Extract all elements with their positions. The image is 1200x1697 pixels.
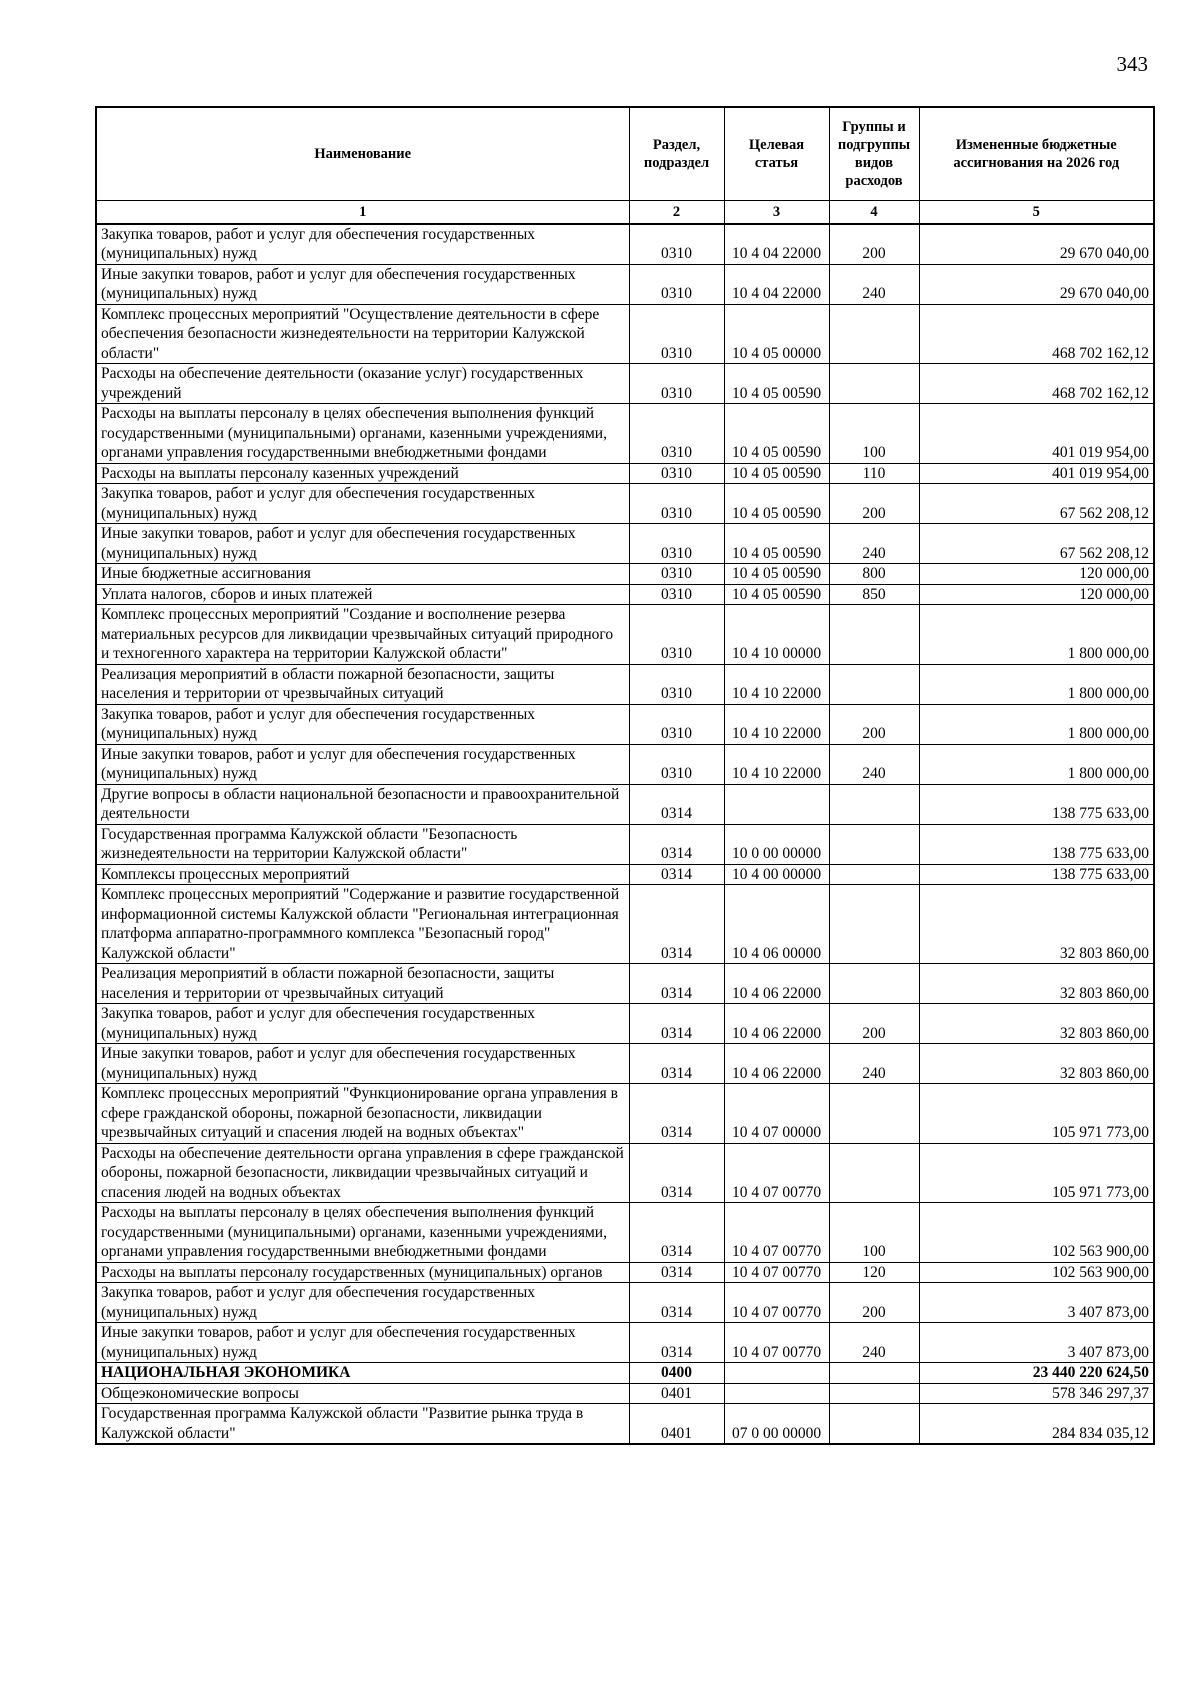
- row-group: 100: [829, 1203, 919, 1263]
- row-group: 200: [829, 1283, 919, 1323]
- row-article: 10 4 10 00000: [724, 605, 829, 665]
- row-amount: 401 019 954,00: [919, 463, 1154, 484]
- row-section: 0310: [629, 524, 724, 564]
- row-name: Государственная программа Калужской области "Развитие рынка труда в Калужской области": [96, 1404, 629, 1445]
- row-name: Комплекс процессных мероприятий "Осуществление деятельности в сфере обеспечения безопасности жизнедеятельности на территории Калужской области": [96, 304, 629, 364]
- row-group: [829, 664, 919, 704]
- row-group: [829, 364, 919, 404]
- row-name: Общеэкономические вопросы: [96, 1383, 629, 1404]
- row-name: Расходы на обеспечение деятельности органа управления в сфере гражданской обороны, пожарной безопасности, ликвидации чрезвычайных ситуаций и спасения людей на водных объектах: [96, 1143, 629, 1203]
- row-amount: 102 563 900,00: [919, 1262, 1154, 1283]
- row-group: 240: [829, 1323, 919, 1363]
- row-article: 10 4 06 00000: [724, 885, 829, 964]
- row-article: 10 4 05 00590: [724, 564, 829, 585]
- row-group: [829, 885, 919, 964]
- row-name: Комплекс процессных мероприятий "Функционирование органа управления в сфере гражданской обороны, пожарной безопасности, ликвидации чрезвычайных ситуаций и спасения людей на водных объектах": [96, 1084, 629, 1144]
- row-group: [829, 605, 919, 665]
- table-row: [96, 1203, 1154, 1263]
- table-row: [96, 1004, 1154, 1044]
- table-row: [96, 524, 1154, 564]
- row-name: Расходы на выплаты персоналу казенных учреждений: [96, 463, 629, 484]
- row-group: [829, 1383, 919, 1404]
- row-name: Уплата налогов, сборов и иных платежей: [96, 584, 629, 605]
- table-row: [96, 364, 1154, 404]
- table-row: [96, 784, 1154, 824]
- row-section: 0314: [629, 1143, 724, 1203]
- header-group: Группы и подгруппы видов расходов: [829, 107, 919, 200]
- row-article: 10 4 04 22000: [724, 224, 829, 265]
- row-section: 0314: [629, 1203, 724, 1263]
- row-article: 10 4 07 00770: [724, 1203, 829, 1263]
- row-group: 240: [829, 1044, 919, 1084]
- row-group: [829, 964, 919, 1004]
- row-group: 240: [829, 264, 919, 304]
- row-article: 10 4 05 00590: [724, 484, 829, 524]
- row-amount: 32 803 860,00: [919, 1044, 1154, 1084]
- row-group: 200: [829, 704, 919, 744]
- row-article: 10 4 07 00770: [724, 1323, 829, 1363]
- row-article: 10 4 05 00590: [724, 524, 829, 564]
- row-group: 200: [829, 224, 919, 265]
- table-row: [96, 484, 1154, 524]
- table-row: [96, 1084, 1154, 1144]
- row-article: 10 4 07 00770: [724, 1283, 829, 1323]
- row-article: [724, 1383, 829, 1404]
- row-group: 200: [829, 484, 919, 524]
- table-row: [96, 744, 1154, 784]
- table-row: [96, 304, 1154, 364]
- table-row: [96, 404, 1154, 464]
- row-name: Иные закупки товаров, работ и услуг для обеспечения государственных (муниципальных) нужд: [96, 524, 629, 564]
- row-amount: 284 834 035,12: [919, 1404, 1154, 1445]
- row-name: Комплексы процессных мероприятий: [96, 864, 629, 885]
- row-section: 0314: [629, 1262, 724, 1283]
- row-amount: 468 702 162,12: [919, 364, 1154, 404]
- table-header: [96, 107, 1154, 224]
- row-section: 0310: [629, 584, 724, 605]
- row-name: Реализация мероприятий в области пожарной безопасности, защиты населения и территории от чрезвычайных ситуаций: [96, 664, 629, 704]
- table-row: [96, 664, 1154, 704]
- row-group: [829, 1084, 919, 1144]
- column-number: 3: [724, 200, 829, 224]
- table-row: [96, 224, 1154, 265]
- row-article: 10 4 04 22000: [724, 264, 829, 304]
- row-amount: 120 000,00: [919, 584, 1154, 605]
- table-row: [96, 885, 1154, 964]
- column-number: 4: [829, 200, 919, 224]
- row-group: 850: [829, 584, 919, 605]
- row-amount: 67 562 208,12: [919, 524, 1154, 564]
- row-amount: 67 562 208,12: [919, 484, 1154, 524]
- row-article: 10 4 07 00770: [724, 1262, 829, 1283]
- table-row: [96, 1262, 1154, 1283]
- row-amount: 29 670 040,00: [919, 224, 1154, 265]
- row-amount: 29 670 040,00: [919, 264, 1154, 304]
- header-name: Наименование: [96, 107, 629, 200]
- page-number: 343: [1116, 52, 1148, 76]
- row-name: Иные закупки товаров, работ и услуг для обеспечения государственных (муниципальных) нужд: [96, 1044, 629, 1084]
- row-article: 07 0 00 00000: [724, 1404, 829, 1445]
- row-amount: 401 019 954,00: [919, 404, 1154, 464]
- row-section: 0401: [629, 1383, 724, 1404]
- column-number: 2: [629, 200, 724, 224]
- row-group: [829, 864, 919, 885]
- row-amount: 1 800 000,00: [919, 744, 1154, 784]
- row-article: 10 4 06 22000: [724, 1004, 829, 1044]
- row-group: 120: [829, 1262, 919, 1283]
- row-section: 0314: [629, 784, 724, 824]
- row-group: 100: [829, 404, 919, 464]
- row-name: Расходы на обеспечение деятельности (оказание услуг) государственных учреждений: [96, 364, 629, 404]
- budget-table: [95, 106, 1155, 1445]
- row-name: Расходы на выплаты персоналу государственных (муниципальных) органов: [96, 1262, 629, 1283]
- row-article: 10 4 05 00590: [724, 584, 829, 605]
- column-number-row: [96, 200, 1154, 224]
- row-section: 0314: [629, 864, 724, 885]
- table-row: [96, 1404, 1154, 1445]
- header-row: [96, 107, 1154, 200]
- row-name: Комплекс процессных мероприятий "Создание и восполнение резерва материальных ресурсов для ликвидации чрезвычайных ситуаций природного и техногенного характера на территории Калужской области": [96, 605, 629, 665]
- row-group: [829, 1363, 919, 1384]
- row-amount: 1 800 000,00: [919, 605, 1154, 665]
- row-section: 0310: [629, 744, 724, 784]
- column-number: 1: [96, 200, 629, 224]
- row-name: Закупка товаров, работ и услуг для обеспечения государственных (муниципальных) нужд: [96, 704, 629, 744]
- row-amount: 105 971 773,00: [919, 1084, 1154, 1144]
- row-name: Государственная программа Калужской области "Безопасность жизнедеятельности на территории Калужской области": [96, 824, 629, 864]
- row-name: Расходы на выплаты персоналу в целях обеспечения выполнения функций государственными (муниципальными) органами, казенными учреждениями, органами управления государственными внебюджетными фондами: [96, 1203, 629, 1263]
- header-article: Целевая статья: [724, 107, 829, 200]
- row-section: 0310: [629, 224, 724, 265]
- row-group: 110: [829, 463, 919, 484]
- row-name: Закупка товаров, работ и услуг для обеспечения государственных (муниципальных) нужд: [96, 224, 629, 265]
- row-article: 10 4 06 22000: [724, 964, 829, 1004]
- table-row: [96, 584, 1154, 605]
- row-group: [829, 784, 919, 824]
- row-group: 200: [829, 1004, 919, 1044]
- row-article: 10 4 07 00000: [724, 1084, 829, 1144]
- row-article: 10 4 00 00000: [724, 864, 829, 885]
- table-row: [96, 1363, 1154, 1384]
- row-article: 10 4 07 00770: [724, 1143, 829, 1203]
- row-section: 0310: [629, 704, 724, 744]
- row-section: 0310: [629, 484, 724, 524]
- row-article: 10 4 05 00590: [724, 364, 829, 404]
- row-section: 0310: [629, 264, 724, 304]
- row-group: 240: [829, 744, 919, 784]
- row-name: Другие вопросы в области национальной безопасности и правоохранительной деятельности: [96, 784, 629, 824]
- row-article: 10 4 05 00590: [724, 404, 829, 464]
- table-row: [96, 1283, 1154, 1323]
- row-section: 0310: [629, 564, 724, 585]
- row-article: [724, 1363, 829, 1384]
- row-section: 0314: [629, 1323, 724, 1363]
- row-amount: 3 407 873,00: [919, 1323, 1154, 1363]
- table-row: [96, 704, 1154, 744]
- row-article: 10 0 00 00000: [724, 824, 829, 864]
- row-name: Закупка товаров, работ и услуг для обеспечения государственных (муниципальных) нужд: [96, 1283, 629, 1323]
- table-row: [96, 463, 1154, 484]
- row-article: 10 4 10 22000: [724, 704, 829, 744]
- row-section: 0310: [629, 605, 724, 665]
- row-section: 0314: [629, 824, 724, 864]
- table-row: [96, 1044, 1154, 1084]
- row-name: Расходы на выплаты персоналу в целях обеспечения выполнения функций государственными (муниципальными) органами, казенными учреждениями, органами управления государственными внебюджетными фондами: [96, 404, 629, 464]
- row-section: 0400: [629, 1363, 724, 1384]
- row-amount: 105 971 773,00: [919, 1143, 1154, 1203]
- table-row: [96, 605, 1154, 665]
- row-name: Иные закупки товаров, работ и услуг для обеспечения государственных (муниципальных) нужд: [96, 264, 629, 304]
- row-amount: 102 563 900,00: [919, 1203, 1154, 1263]
- row-section: 0314: [629, 1004, 724, 1044]
- row-section: 0310: [629, 664, 724, 704]
- table-row: [96, 1383, 1154, 1404]
- row-amount: 1 800 000,00: [919, 664, 1154, 704]
- row-amount: 138 775 633,00: [919, 784, 1154, 824]
- row-article: 10 4 05 00000: [724, 304, 829, 364]
- row-article: 10 4 10 22000: [724, 744, 829, 784]
- column-number: 5: [919, 200, 1154, 224]
- row-amount: 468 702 162,12: [919, 304, 1154, 364]
- row-name: НАЦИОНАЛЬНАЯ ЭКОНОМИКА: [96, 1363, 629, 1384]
- row-section: 0314: [629, 1283, 724, 1323]
- row-group: 240: [829, 524, 919, 564]
- row-name: Реализация мероприятий в области пожарной безопасности, защиты населения и территории от чрезвычайных ситуаций: [96, 964, 629, 1004]
- table-row: [96, 264, 1154, 304]
- header-section: Раздел, подраздел: [629, 107, 724, 200]
- table-row: [96, 824, 1154, 864]
- row-section: 0310: [629, 463, 724, 484]
- row-amount: 138 775 633,00: [919, 824, 1154, 864]
- row-group: 800: [829, 564, 919, 585]
- row-section: 0401: [629, 1404, 724, 1445]
- row-group: [829, 824, 919, 864]
- row-section: 0314: [629, 1084, 724, 1144]
- row-name: Иные закупки товаров, работ и услуг для обеспечения государственных (муниципальных) нужд: [96, 1323, 629, 1363]
- table-row: [96, 1143, 1154, 1203]
- row-group: [829, 304, 919, 364]
- row-amount: 3 407 873,00: [919, 1283, 1154, 1323]
- row-group: [829, 1404, 919, 1445]
- row-amount: 23 440 220 624,50: [919, 1363, 1154, 1384]
- row-name: Иные закупки товаров, работ и услуг для обеспечения государственных (муниципальных) нужд: [96, 744, 629, 784]
- row-amount: 32 803 860,00: [919, 964, 1154, 1004]
- row-article: 10 4 10 22000: [724, 664, 829, 704]
- table-row: [96, 964, 1154, 1004]
- row-name: Закупка товаров, работ и услуг для обеспечения государственных (муниципальных) нужд: [96, 1004, 629, 1044]
- row-amount: 32 803 860,00: [919, 1004, 1154, 1044]
- row-article: 10 4 05 00590: [724, 463, 829, 484]
- row-section: 0310: [629, 364, 724, 404]
- row-amount: 1 800 000,00: [919, 704, 1154, 744]
- row-section: 0310: [629, 404, 724, 464]
- header-amount: Измененные бюджетные ассигнования на 2026 год: [919, 107, 1154, 200]
- table-row: [96, 564, 1154, 585]
- table-body: [96, 224, 1154, 1445]
- row-article: [724, 784, 829, 824]
- row-article: 10 4 06 22000: [724, 1044, 829, 1084]
- row-section: 0314: [629, 885, 724, 964]
- table-row: [96, 1323, 1154, 1363]
- row-amount: 120 000,00: [919, 564, 1154, 585]
- row-name: Иные бюджетные ассигнования: [96, 564, 629, 585]
- row-amount: 32 803 860,00: [919, 885, 1154, 964]
- row-section: 0314: [629, 964, 724, 1004]
- row-section: 0314: [629, 1044, 724, 1084]
- table-row: [96, 864, 1154, 885]
- row-name: Закупка товаров, работ и услуг для обеспечения государственных (муниципальных) нужд: [96, 484, 629, 524]
- row-amount: 138 775 633,00: [919, 864, 1154, 885]
- row-amount: 578 346 297,37: [919, 1383, 1154, 1404]
- row-name: Комплекс процессных мероприятий "Содержание и развитие государственной информационной системы Калужской области "Региональная интеграционная платформа аппаратно-программного комплекса "Безопасный город" Калужской области": [96, 885, 629, 964]
- row-section: 0310: [629, 304, 724, 364]
- row-group: [829, 1143, 919, 1203]
